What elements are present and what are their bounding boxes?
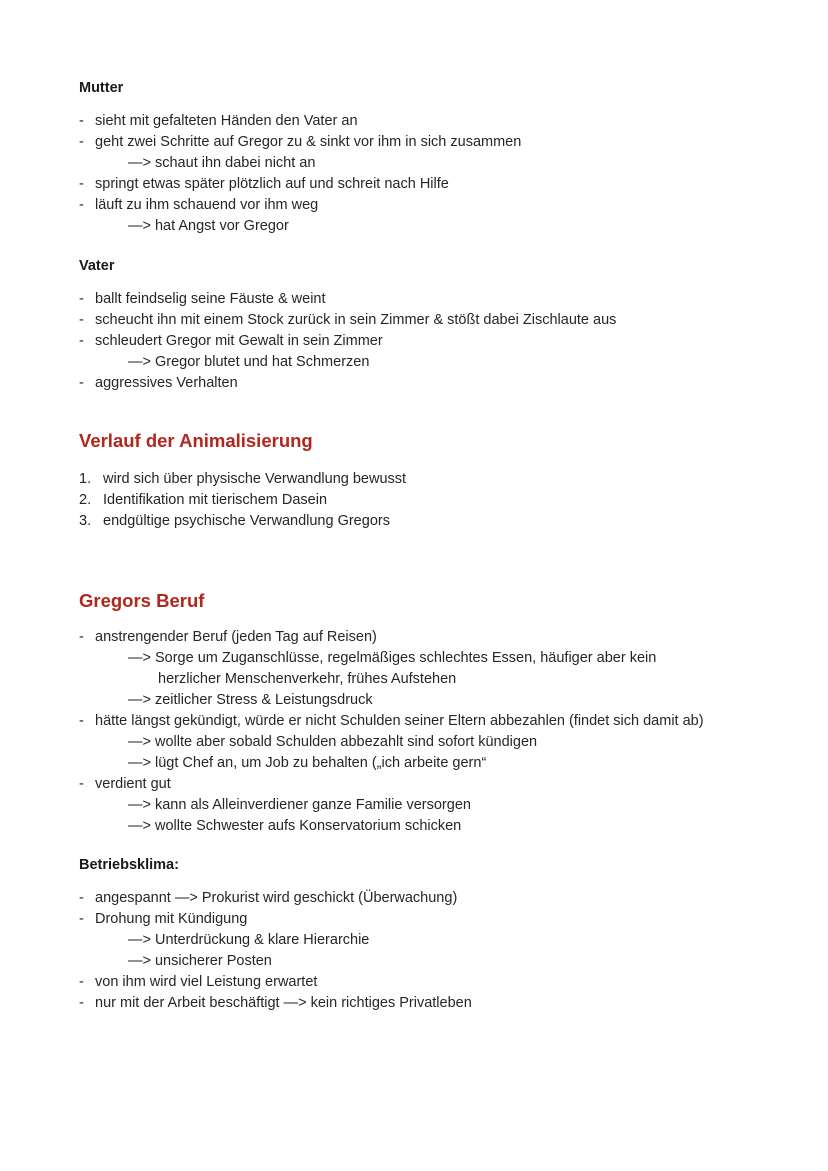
list-item: verdient gut [95, 776, 171, 792]
bullet-dash: - [79, 291, 84, 307]
list-item: anstrengender Beruf (jeden Tag auf Reisen) [95, 629, 377, 645]
list-subitem: —> Sorge um Zuganschlüsse, regelmäßiges schlechtes Essen, häufiger aber kein [128, 650, 657, 666]
numbered-item: wird sich über physische Verwandlung bewusst [103, 471, 407, 487]
list-subitem: —> Unterdrückung & klare Hierarchie [128, 932, 370, 948]
list-subitem: —> Gregor blutet und hat Schmerzen [128, 354, 370, 370]
bullet-dash: - [79, 375, 84, 391]
list-item: aggressives Verhalten [95, 375, 238, 391]
list-item: springt etwas später plötzlich auf und schreit nach Hilfe [95, 176, 449, 192]
section-label-betriebsklima: Betriebsklima: [79, 857, 179, 873]
list-item: ballt feindselig seine Fäuste & weint [95, 291, 326, 307]
list-item: von ihm wird viel Leistung erwartet [95, 974, 318, 990]
bullet-dash: - [79, 629, 84, 645]
bullet-dash: - [79, 333, 84, 349]
bullet-dash: - [79, 911, 84, 927]
bullet-dash: - [79, 134, 84, 150]
bullet-dash: - [79, 974, 84, 990]
numbered-item: endgültige psychische Verwandlung Gregors [103, 513, 390, 529]
heading-animalisierung: Verlauf der Animalisierung [79, 430, 313, 451]
bullet-dash: - [79, 995, 84, 1011]
bullet-dash: - [79, 312, 84, 328]
list-number: 1. [79, 471, 92, 487]
bullet-dash: - [79, 113, 84, 129]
list-item: sieht mit gefalteten Händen den Vater an [95, 113, 358, 129]
section-label-vater: Vater [79, 258, 115, 274]
list-item: schleudert Gregor mit Gewalt in sein Zimmer [95, 333, 383, 349]
list-item: scheucht ihn mit einem Stock zurück in sein Zimmer & stößt dabei Zischlaute aus [95, 312, 617, 328]
list-number: 2. [79, 492, 92, 508]
list-subitem: —> zeitlicher Stress & Leistungsdruck [128, 692, 373, 708]
list-subitem-continuation: herzlicher Menschenverkehr, frühes Aufstehen [158, 671, 457, 687]
list-subitem: —> hat Angst vor Gregor [128, 218, 289, 234]
bullet-dash: - [79, 776, 84, 792]
list-subitem: —> schaut ihn dabei nicht an [128, 155, 316, 171]
bullet-dash: - [79, 713, 84, 729]
numbered-item: Identifikation mit tierischem Dasein [103, 492, 328, 508]
section-label-mutter: Mutter [79, 80, 124, 96]
list-subitem: —> wollte Schwester aufs Konservatorium schicken [128, 818, 462, 834]
list-subitem: —> lügt Chef an, um Job zu behalten („ich arbeite gern“ [128, 755, 487, 771]
list-subitem: —> kann als Alleinverdiener ganze Familie versorgen [128, 797, 471, 813]
list-item: angespannt —> Prokurist wird geschickt (Überwachung) [95, 890, 458, 906]
list-item: geht zwei Schritte auf Gregor zu & sinkt vor ihm in sich zusammen [95, 134, 522, 150]
list-item: nur mit der Arbeit beschäftigt —> kein richtiges Privatleben [95, 995, 472, 1011]
bullet-dash: - [79, 197, 84, 213]
list-subitem: —> unsicherer Posten [128, 953, 272, 969]
list-item: hätte längst gekündigt, würde er nicht Schulden seiner Eltern abbezahlen (findet sich damit ab) [95, 713, 704, 729]
list-item: läuft zu ihm schauend vor ihm weg [95, 197, 319, 213]
bullet-dash: - [79, 890, 84, 906]
bullet-dash: - [79, 176, 84, 192]
list-subitem: —> wollte aber sobald Schulden abbezahlt sind sofort kündigen [128, 734, 538, 750]
heading-beruf: Gregors Beruf [79, 590, 205, 611]
list-number: 3. [79, 513, 92, 529]
list-item: Drohung mit Kündigung [95, 911, 248, 927]
